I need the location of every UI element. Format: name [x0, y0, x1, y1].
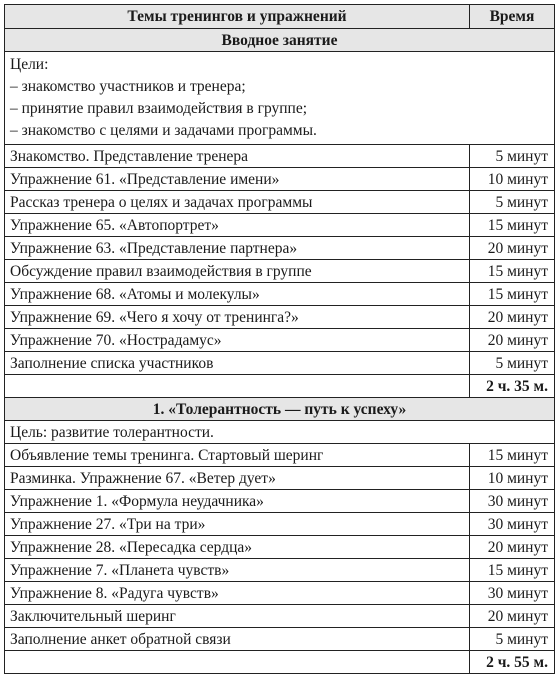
activity-time: 15 минут	[470, 444, 555, 467]
table-row	[5, 444, 555, 467]
total-row	[5, 375, 555, 398]
activity-name: Упражнение 70. «Нострадамус»	[5, 329, 470, 352]
header-time: Время	[470, 5, 555, 29]
activity-name: Упражнение 28. «Пересадка сердца»	[5, 536, 470, 559]
training-schedule-table	[4, 4, 555, 674]
header-topic: Темы тренингов и упражнений	[5, 5, 470, 29]
table-row	[5, 559, 555, 582]
activity-name: Рассказ тренера о целях и задачах программы	[5, 191, 470, 214]
total-time: 2 ч. 35 м.	[470, 375, 555, 398]
activity-name: Разминка. Упражнение 67. «Ветер дует»	[5, 467, 470, 490]
activity-name: Упражнение 61. «Представление имени»	[5, 168, 470, 191]
goal-row	[5, 421, 555, 444]
activity-time: 30 минут	[470, 582, 555, 605]
total-row	[5, 651, 555, 674]
table-row	[5, 168, 555, 191]
activity-time: 5 минут	[470, 352, 555, 375]
activity-name: Упражнение 8. «Радуга чувств»	[5, 582, 470, 605]
total-spacer	[5, 651, 470, 674]
goal-item: – знакомство участников и тренера;	[10, 78, 246, 95]
table-row	[5, 490, 555, 513]
activity-time: 30 минут	[470, 490, 555, 513]
activity-time: 30 минут	[470, 513, 555, 536]
goals-heading: Цели:	[10, 56, 49, 73]
section-title: Вводное занятие	[5, 29, 555, 52]
activity-time: 20 минут	[470, 237, 555, 260]
activity-name: Упражнение 65. «Автопортрет»	[5, 214, 470, 237]
activity-time: 5 минут	[470, 145, 555, 168]
activity-name: Заполнение анкет обратной связи	[5, 628, 470, 651]
activity-name: Знакомство. Представление тренера	[5, 145, 470, 168]
table-row	[5, 260, 555, 283]
table-row	[5, 582, 555, 605]
table-row	[5, 214, 555, 237]
activity-time: 5 минут	[470, 628, 555, 651]
activity-name: Упражнение 7. «Планета чувств»	[5, 559, 470, 582]
activity-time: 15 минут	[470, 283, 555, 306]
activity-name: Объявление темы тренинга. Стартовый шеринг	[5, 444, 470, 467]
goal-item: – знакомство с целями и задачами программы.	[10, 122, 317, 139]
activity-time: 20 минут	[470, 306, 555, 329]
goal-text: Цель: развитие толерантности.	[5, 421, 555, 444]
section-title-row	[5, 398, 555, 421]
activity-time: 10 минут	[470, 467, 555, 490]
activity-name: Упражнение 1. «Формула неудачника»	[5, 490, 470, 513]
activity-time: 20 минут	[470, 605, 555, 628]
table-row	[5, 352, 555, 375]
table-row	[5, 513, 555, 536]
table-row	[5, 191, 555, 214]
total-spacer	[5, 375, 470, 398]
goals-row	[5, 52, 555, 145]
total-time: 2 ч. 55 м.	[470, 651, 555, 674]
activity-name: Упражнение 68. «Атомы и молекулы»	[5, 283, 470, 306]
section-title-row	[5, 29, 555, 52]
activity-name: Упражнение 63. «Представление партнера»	[5, 237, 470, 260]
goal-item: – принятие правил взаимодействия в группе;	[10, 100, 308, 117]
activity-name: Обсуждение правил взаимодействия в группе	[5, 260, 470, 283]
table-row	[5, 145, 555, 168]
activity-name: Упражнение 69. «Чего я хочу от тренинга?»	[5, 306, 470, 329]
table-row	[5, 237, 555, 260]
goals-cell	[5, 52, 555, 145]
table-row	[5, 329, 555, 352]
activity-time: 15 минут	[470, 559, 555, 582]
activity-time: 5 минут	[470, 191, 555, 214]
table-row	[5, 306, 555, 329]
table-row	[5, 467, 555, 490]
activity-time: 15 минут	[470, 260, 555, 283]
table-row	[5, 605, 555, 628]
activity-time: 15 минут	[470, 214, 555, 237]
activity-name: Упражнение 27. «Три на три»	[5, 513, 470, 536]
table-row	[5, 283, 555, 306]
table-row	[5, 628, 555, 651]
table-row	[5, 536, 555, 559]
activity-time: 20 минут	[470, 329, 555, 352]
activity-name: Заключительный шеринг	[5, 605, 470, 628]
section-title: 1. «Толерантность — путь к успеху»	[5, 398, 555, 421]
activity-name: Заполнение списка участников	[5, 352, 470, 375]
activity-time: 20 минут	[470, 536, 555, 559]
table-header-row	[5, 5, 555, 29]
activity-time: 10 минут	[470, 168, 555, 191]
